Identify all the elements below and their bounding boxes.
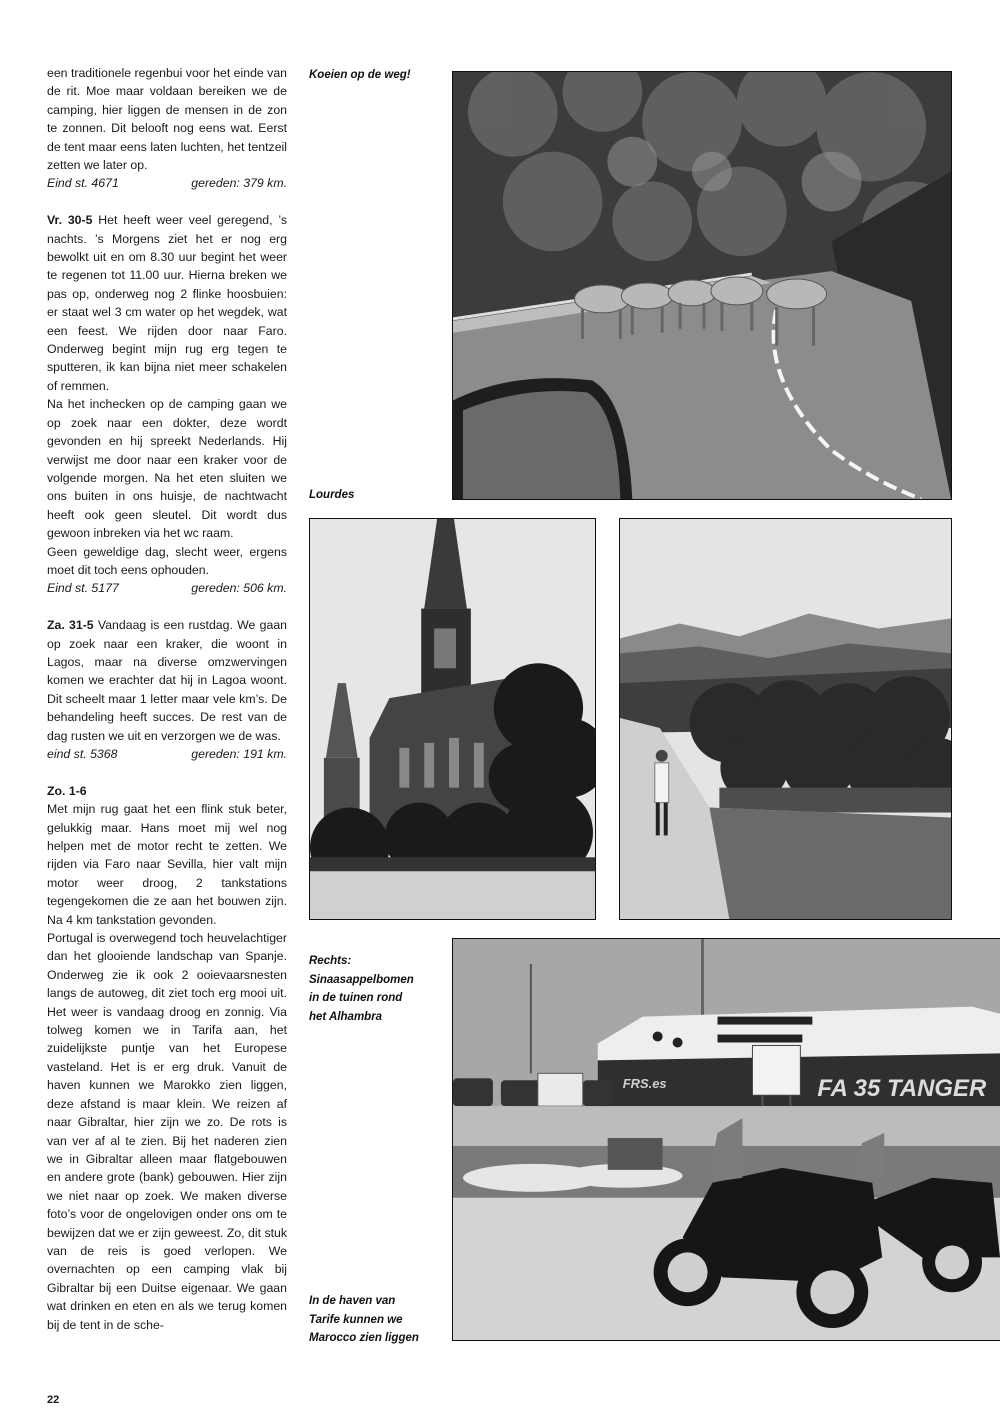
- day-heading: Vr. 30-5: [47, 213, 93, 228]
- caption-line: Sinaasappelbomen: [309, 973, 414, 986]
- caption-lourdes: Lourdes: [309, 489, 355, 501]
- caption-line: In de haven van: [309, 1295, 396, 1307]
- page-number: 22: [47, 1394, 60, 1406]
- caption-orange-trees: [309, 952, 414, 1026]
- paragraph: Met mijn rug gaat het een flink stuk beter, gelukkig maar. Hans moet mij wel nog helpen met de motor recht te zetten. We rijden via Faro naar Sevilla, hier valt mijn motor weer droog, 2 tankstations tegengekomen die ze aan het bouwen zijn. Na 4 km tankstation gevonden.: [47, 802, 287, 927]
- distance-driven: gereden: 191 km.: [191, 747, 287, 761]
- paragraph: Het heeft weer veel geregend, ’s nachts. ’s Morgens ziet het er nog erg bewolkt uit en om 8.30 uur begint het weer te regenen tot 11.00 uur. Hierna breken we pas op, onderweg nog 2 flinke hoosbuien: er staat wel 3 cm water op het wegdek, wat een feest. We rijden door naar Faro. Onderweg begint mijn rug erg tegen te sputteren, ik kan bijna niet meer schakelen of remmen.: [47, 213, 287, 393]
- day-heading: Zo. 1-6: [47, 783, 87, 798]
- paragraph: Na het inchecken op de camping gaan we op zoek naar een dokter, deze wordt gevonden en hij spreekt Nederlands. Hij verwijst me door naar een kraker voor de volgende morgen. Na het eten sluiten we ons buiten in ons huisje, de nachtwacht heeft ook geen sleutel. Dit wordt dus gewoon inbreken via het wc raam.: [47, 397, 287, 541]
- caption-line: het Alhambra: [309, 1010, 383, 1023]
- paragraph: Vandaag is een rustdag. We gaan op zoek naar een kraker, die woont in Lagos, maar na diverse omzwervingen komen we erachter dat hij in Lagoa woont. Dit scheelt maar 1 letter maar vele km’s. De behandeling heeft succes. De rest van de dag rusten we uit en verzorgen we de was.: [47, 618, 288, 743]
- odometer-reading: eind st. 5368: [47, 747, 118, 761]
- paragraph: Geen geweldige dag, slecht weer, ergens moet dit toch eens ophouden.: [47, 544, 287, 577]
- caption-cows: Koeien op de weg!: [309, 69, 411, 81]
- caption-line: Marocco zien liggen: [309, 1332, 419, 1344]
- odometer-reading: Eind st. 5177: [47, 581, 119, 596]
- caption-line: Rechts:: [309, 955, 352, 967]
- day-heading: Za. 31-5: [47, 618, 94, 633]
- caption-line: in de tuinen rond: [309, 992, 403, 1004]
- odometer-line: [47, 579, 287, 597]
- photo-cows-on-road: [452, 71, 952, 500]
- odometer-line: [47, 174, 287, 192]
- photo-lourdes-basilica: [309, 518, 596, 920]
- photo-tarifa-harbour: [452, 938, 1000, 1341]
- ferry-name-text: FA 35 TANGER: [817, 1075, 987, 1103]
- ferry-brand-text: FRS.es: [622, 1076, 667, 1092]
- odometer-reading: Eind st. 4671: [47, 176, 119, 191]
- distance-driven: gereden: 506 km.: [191, 581, 287, 596]
- distance-driven: gereden: 379 km.: [191, 176, 287, 191]
- photo-orange-trees-alhambra: [619, 518, 952, 920]
- caption-harbour: [309, 1292, 419, 1348]
- paragraph: een traditionele regenbui voor het einde van de rit. Moe maar voldaan bereiken we de camping, hier liggen de mensen in de zon te zonnen. Dit belooft nog eens wat. Eerst de tent maar eens laten luchten, het tentzeil zetten we later op.: [47, 66, 287, 173]
- day-entry: [47, 211, 287, 395]
- day-entry: [47, 616, 287, 745]
- article-text-column: [47, 64, 287, 1334]
- caption-line: Tarife kunnen we: [309, 1313, 403, 1326]
- paragraph: Portugal is overwegend toch heuvelachtiger dan het glooiende landschap van Spanje. Onderweg zie ik ook 2 ooievaarsnesten langs de autoweg, dit ziet toch erg mooi uit. Het weer is vandaag droog en zonnig. Via tolweg komen we in Tarifa aan, het zuidelijkste puntje van het Europese vasteland. Het is er erg druk. Vanuit de haven kunnen we Marokko zien liggen, deze afstand is maar klein. We reizen af naar Gibraltar, hier zijn we zo. De rots is van ver af al te zien. Bij het naderen zien we in Gibraltar alleen maar flatgebouwen en andere grote (bank) gebouwen. Hier zijn we niet naar op zoek. We maken diverse foto’s voor de ongelovigen onder ons om te bewijzen dat we er zijn geweest. Zo, dit stuk van de reis is goed verlopen. We overnachten op een camping vlak bij Gibraltar bij een Duitse eigenaar. We gaan wat drinken en eten en als we terug komen bij de tent in de sche-: [47, 931, 287, 1332]
- odometer-line: [47, 745, 287, 763]
